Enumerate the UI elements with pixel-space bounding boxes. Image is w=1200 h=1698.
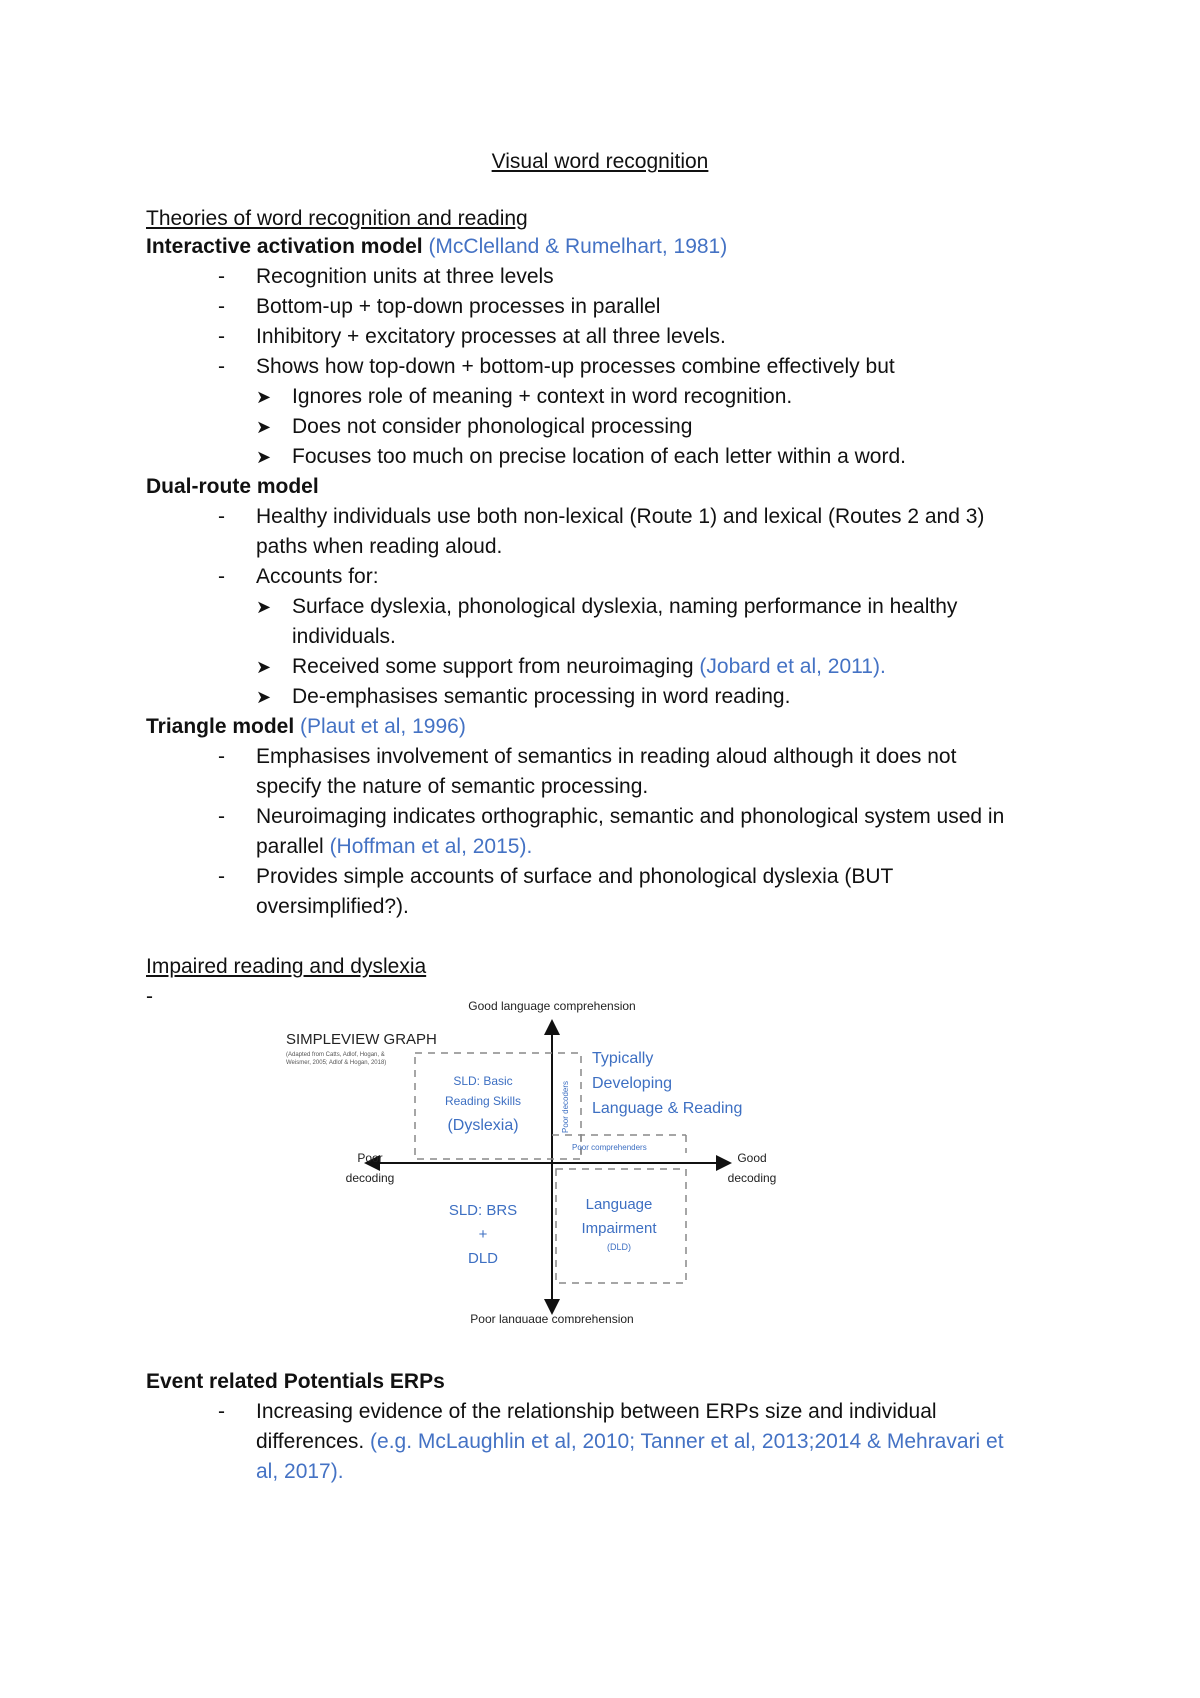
iam-sub-3: Focuses too much on precise location of each letter within a word. xyxy=(292,445,906,468)
dual-bullet-2: Accounts for: xyxy=(256,565,379,588)
list-item xyxy=(0,593,1200,621)
dual-bullet-1-line-2: paths when reading aloud. xyxy=(256,535,503,558)
model-heading-triangle xyxy=(146,713,466,741)
top-axis-label: Good language comprehension xyxy=(468,999,636,1013)
quadrant-tl-line-1: SLD: Basic xyxy=(453,1074,513,1088)
arrow-bullet-icon: ➤ xyxy=(256,597,272,617)
iam-sub-2: Does not consider phonological processing xyxy=(292,415,693,438)
erp-bullet-line-2: differences. xyxy=(256,1430,365,1453)
triangle-bullet-1-line-1: Emphasises involvement of semantics in reading aloud although it does not xyxy=(256,745,957,768)
list-item: - Healthy individuals use both non-lexical (Route 1) and lexical (Routes 2 and 3) xyxy=(0,503,1200,531)
bottom-axis-label: Poor language comprehension xyxy=(470,1312,634,1323)
list-item: - Recognition units at three levels xyxy=(0,263,1200,291)
triangle-bullet-2-line-1: Neuroimaging indicates orthographic, semantic and phonological system used in xyxy=(256,805,1005,828)
right-axis-label-1: Good xyxy=(737,1151,767,1165)
arrow-bullet-icon: ➤ xyxy=(256,687,272,707)
simpleview-graph xyxy=(280,993,800,1323)
section2-dash: - xyxy=(146,985,153,1008)
quadrant-br-line-2: Impairment xyxy=(581,1220,657,1237)
quadrant-tr-line-2: Developing xyxy=(592,1075,673,1092)
quadrant-bl-line-2: + xyxy=(478,1226,488,1243)
iam-sub-1: Ignores role of meaning + context in word recognition. xyxy=(292,385,793,408)
iam-name: Interactive activation model xyxy=(146,235,423,258)
quadrant-br-line-3: (DLD) xyxy=(607,1242,631,1252)
quadrant-tl-line-2: Reading Skills xyxy=(444,1094,522,1108)
graph-title: SIMPLEVIEW GRAPH xyxy=(286,1031,437,1048)
erp-citation-line-2: (e.g. McLaughlin et al, 2010; Tanner et al, 2013;2014 & Mehravari et xyxy=(370,1430,1004,1453)
iam-bullet-1: Recognition units at three levels xyxy=(256,265,554,288)
section-heading-theories: Theories of word recognition and reading xyxy=(146,207,528,230)
right-axis-label-2: decoding xyxy=(727,1171,777,1185)
list-item xyxy=(0,443,1200,471)
graph-axes xyxy=(368,1023,728,1311)
quadrant-tr-line-3: Language & Reading xyxy=(592,1100,743,1117)
arrow-bullet-icon: ➤ xyxy=(256,417,272,437)
triangle-citation: (Plaut et al, 1996) xyxy=(300,715,466,738)
iam-bullet-4: Shows how top-down + bottom-up processes combine effectively but xyxy=(256,355,895,378)
triangle-name: Triangle model xyxy=(146,715,295,738)
arrow-bullet-icon: ➤ xyxy=(256,447,272,467)
erp-bullet-line-1: Increasing evidence of the relationship between ERPs size and individual xyxy=(256,1400,937,1423)
poor-comprehenders-label: Poor comprehenders xyxy=(572,1143,647,1152)
dual-sub-2-citation: (Jobard et al, 2011). xyxy=(699,655,886,678)
list-item xyxy=(0,413,1200,441)
list-item: - Bottom-up + top-down processes in parallel xyxy=(0,293,1200,321)
list-item xyxy=(0,383,1200,411)
model-heading-dual: Dual-route model xyxy=(146,475,319,498)
left-axis-label-2: decoding xyxy=(345,1171,395,1185)
list-item xyxy=(0,653,1200,681)
iam-citation: (McClelland & Rumelhart, 1981) xyxy=(428,235,728,258)
graph-source-line-2: Weismer, 2005; Adlof & Hogan, 2018) xyxy=(286,1060,387,1066)
list-item: - Neuroimaging indicates orthographic, semantic and phonological system used in xyxy=(0,803,1200,831)
list-item xyxy=(0,1458,1200,1486)
dual-sub-1-line-2: individuals. xyxy=(292,625,396,648)
arrow-bullet-icon: ➤ xyxy=(256,657,272,677)
section-heading-dyslexia: Impaired reading and dyslexia xyxy=(146,955,427,978)
dual-sub-2-text: Received some support from neuroimaging xyxy=(292,655,694,678)
list-item: - Accounts for: xyxy=(0,563,1200,591)
arrow-bullet-icon: ➤ xyxy=(256,387,272,407)
dual-sub-3: De-emphasises semantic processing in word reading. xyxy=(292,685,791,708)
section-heading-erp: Event related Potentials ERPs xyxy=(146,1370,445,1393)
list-item xyxy=(0,833,1200,861)
quadrant-bl-line-1: SLD: BRS xyxy=(448,1202,518,1219)
list-item xyxy=(0,773,1200,801)
triangle-bullet-3-line-2: oversimplified?). xyxy=(256,895,409,918)
triangle-bullet-2-citation: (Hoffman et al, 2015). xyxy=(329,835,533,858)
triangle-bullet-2-line-2: parallel xyxy=(256,835,324,858)
list-item xyxy=(0,1428,1200,1456)
list-item: - Inhibitory + excitatory processes at all three levels. xyxy=(0,323,1200,351)
left-axis-label-1: Poor xyxy=(357,1151,383,1165)
list-item: - Emphasises involvement of semantics in reading aloud although it does not xyxy=(0,743,1200,771)
list-item xyxy=(0,893,1200,921)
list-item: - Shows how top-down + bottom-up processes combine effectively but xyxy=(0,353,1200,381)
dual-bullet-1-line-1: Healthy individuals use both non-lexical (Route 1) and lexical (Routes 2 and 3) xyxy=(256,505,985,528)
quadrant-tr-line-1: Typically xyxy=(592,1050,654,1067)
quadrant-tl-line-3: (Dyslexia) xyxy=(447,1117,519,1134)
triangle-bullet-1-line-2: specify the nature of semantic processing. xyxy=(256,775,649,798)
list-item: - Provides simple accounts of surface and phonological dyslexia (BUT xyxy=(0,863,1200,891)
triangle-bullet-3-line-1: Provides simple accounts of surface and phonological dyslexia (BUT xyxy=(256,865,894,888)
quadrant-br-line-1: Language xyxy=(585,1196,653,1213)
list-item xyxy=(0,533,1200,561)
quadrant-bl-line-3: DLD xyxy=(467,1250,499,1267)
graph-source-line-1: (Adapted from Catts, Adlof, Hogan, & xyxy=(286,1052,385,1058)
model-heading-iam xyxy=(146,233,727,261)
poor-decoders-label: Poor decoders xyxy=(561,1080,570,1133)
list-item xyxy=(0,623,1200,651)
erp-citation-line-3: al, 2017). xyxy=(256,1460,344,1483)
list-item xyxy=(0,683,1200,711)
iam-bullet-2: Bottom-up + top-down processes in parallel xyxy=(256,295,661,318)
dual-sub-1-line-1: Surface dyslexia, phonological dyslexia, naming performance in healthy xyxy=(292,595,958,618)
simpleview-graph-svg xyxy=(280,993,800,1323)
page-title: Visual word recognition xyxy=(491,150,709,173)
list-item: - Increasing evidence of the relationship between ERPs size and individual xyxy=(0,1398,1200,1426)
iam-bullet-3: Inhibitory + excitatory processes at all three levels. xyxy=(256,325,726,348)
